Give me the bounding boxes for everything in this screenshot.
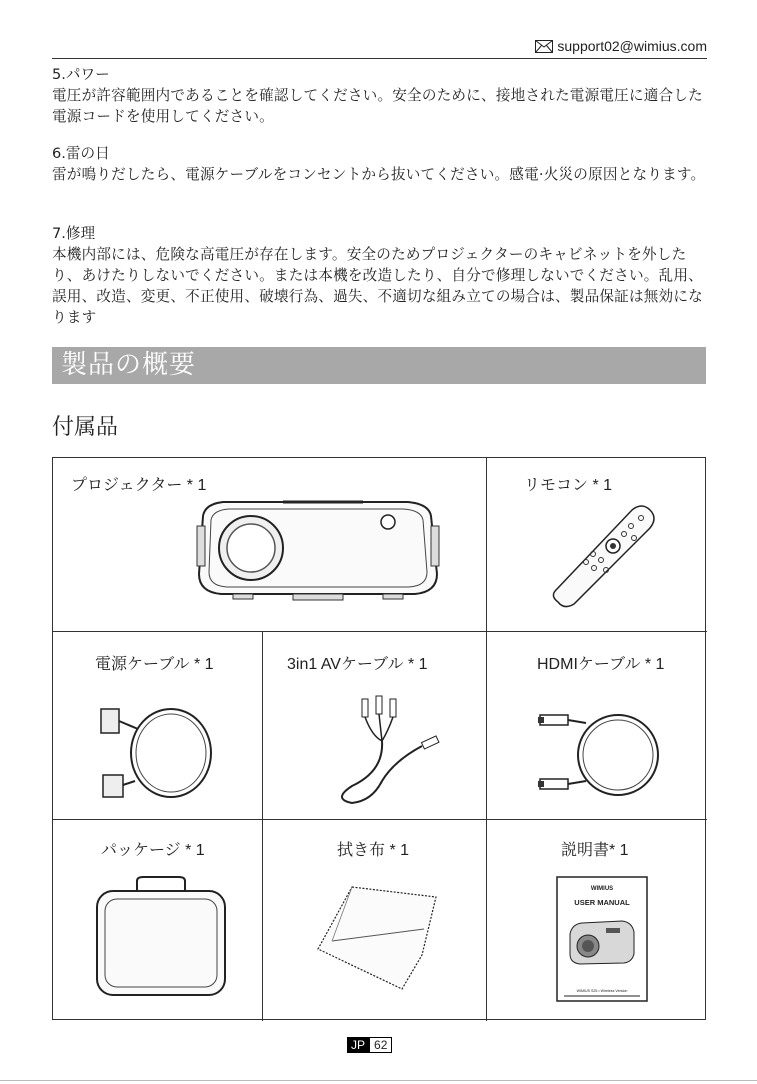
hdmi-cable-icon — [536, 707, 666, 802]
page-number — [347, 1037, 392, 1053]
section-body: 雷が鳴りだしたら、電源ケーブルをコンセントから抜いてください。感電·火災の原因となります。 — [52, 166, 706, 183]
accessories-grid — [52, 457, 706, 1020]
section-thunder — [52, 143, 712, 185]
cell-cloth — [262, 819, 486, 1021]
manual-label: 説明書* 1 — [561, 842, 629, 859]
manual-icon — [556, 876, 648, 1002]
cloth-label: 拭き布 * 1 — [337, 842, 410, 859]
page-lang: JP — [347, 1037, 369, 1053]
cell-projector — [53, 458, 486, 631]
section-body: 本機内部には、危険な高電圧が存在します。安全のためプロジェクターのキャビネットを外したり、あけたりしないでください。または本機を改造したり、自分で修理しないでください。乱用、誤用、改造、変更、不正使用、破壊行為、過失、不適切な組み立ての場合は、製品保証は無効になります — [52, 246, 703, 326]
section-body: 電圧が許容範囲内であることを確認してください。安全のために、接地された電源電圧に適合した電源コードを使用してください。 — [52, 87, 703, 125]
overview-banner — [52, 347, 706, 384]
support-email[interactable] — [535, 38, 707, 54]
overview-banner-title: 製品の概要 — [61, 350, 197, 380]
remote-label: リモコン * 1 — [524, 477, 613, 494]
cell-power-cable — [53, 631, 262, 819]
remote-icon — [546, 498, 666, 608]
bottom-rule — [0, 1080, 757, 1081]
av-cable-label: 3in1 AVケーブル * 1 — [287, 656, 428, 673]
section-title: 5.パワー — [52, 66, 110, 83]
package-label: パッケージ * 1 — [101, 842, 205, 859]
cell-package — [53, 819, 262, 1021]
cell-manual — [486, 819, 707, 1021]
page-header — [52, 36, 707, 59]
cloth-icon — [312, 883, 442, 993]
projector-label: プロジェクター * 1 — [71, 477, 207, 494]
manual-cover-footer: WIMIUS S25 • Wireless Version — [576, 989, 628, 993]
section-repair — [52, 223, 712, 328]
section-power — [52, 64, 712, 127]
projector-icon — [193, 496, 443, 608]
manual-brand: WIMIUS — [590, 886, 614, 892]
cell-av-cable — [262, 631, 486, 819]
mail-icon — [535, 40, 553, 53]
section-title: 7.修理 — [52, 225, 96, 242]
support-email-text: support02@wimius.com — [557, 38, 707, 54]
package-icon — [93, 875, 228, 1000]
cell-remote — [486, 458, 707, 631]
manual-cover-title: USER MANUAL — [574, 898, 630, 907]
hdmi-cable-label: HDMIケーブル * 1 — [537, 656, 665, 673]
section-title: 6.雷の日 — [52, 145, 110, 162]
accessories-title: 付属品 — [52, 415, 119, 440]
power-cable-icon — [93, 701, 223, 806]
av-cable-icon — [322, 691, 452, 811]
cell-hdmi-cable — [486, 631, 707, 819]
power-cable-label: 電源ケーブル * 1 — [95, 656, 214, 673]
page-number-value: 62 — [369, 1037, 392, 1053]
